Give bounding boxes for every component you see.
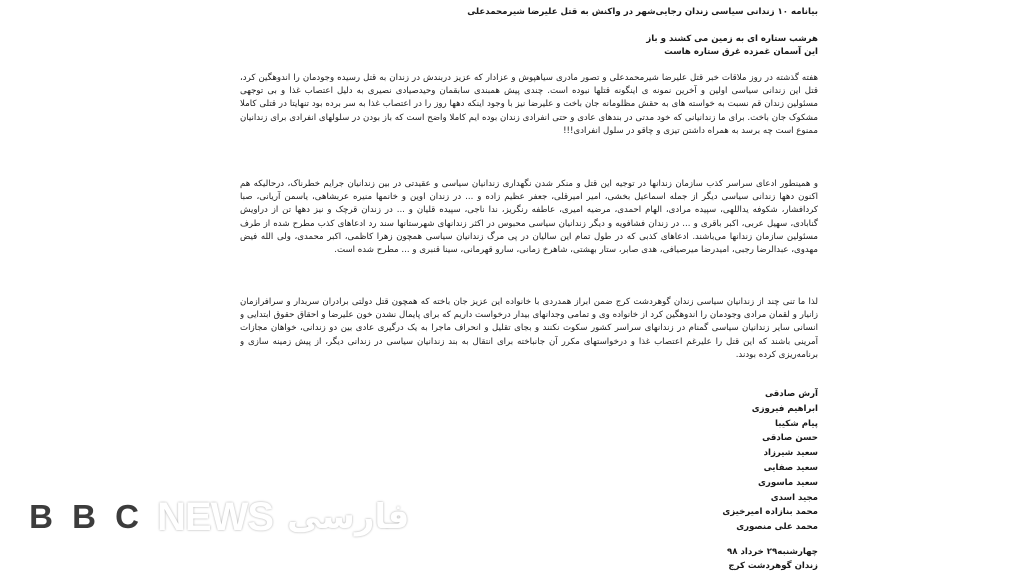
letter-title: بیانامه ۱۰ زندانی سیاسی زندان رجایی‌شهر در واکنش به قتل علیرضا شیرمحمدعلی (467, 7, 818, 17)
letter-paragraph: و همینطور ادعای سراسر کذب سازمان زندانها در توجیه این قتل و منکر شدن نگهداری زندانیان سیاسی و عقیدتی در بین زندانیان جرایم خطرناک، درحالیکه هم اکنون دهها زندانی سیاسی دیگر از جمله اسماعیل بخشی، امیر امیرقلی، جعفر عظیم زاده و ... در زندان اوین و خانمها منیره عربشاهی، یاسمن آریانی، صبا کردافشار، شکوفه یداللهی، سپیده مرادی، الهام احمدی، مرضیه امیری، عاطفه رنگریز، ندا ناجی، سپیده قلیان و ... در زندان قرچک و نیز دهها تن از دراویش گنابادی، سهیل عربی، اکبر باقری و ... در زندان فشافویه و دیگر زندانیان سیاسی محبوس در اکثر زندانهای شهرستانها سند رد ادعاهای کذب مطرح شده از طرف مسئولین سازمان زندانها می‌باشند. ادعاهای کذبی که در طول تمام این سالیان در پی مرگ زندانیان سیاسی همچون زهرا کاظمی، اکبر محمدی، ولی الله فیض مهدوی، عبدالرضا رجبی، امیدرضا میرصیافی، هدی صابر، ستار بهشتی، شاهرخ زمانی، سارو قهرمانی، سینا قنبری و ... مطرح شده است. (240, 179, 818, 256)
signatory-name: محمد بنازاده امیرخیزی (722, 507, 818, 518)
poem-block (240, 33, 818, 59)
date-place-block (240, 545, 818, 573)
bbc-farsi-wordmark: فارسی (287, 497, 410, 537)
letter-place: زندان گوهردشت کرج (728, 561, 818, 571)
letter-document (240, 0, 818, 576)
poem-line: این آسمان غمزده غرق ستاره هاست (664, 47, 818, 58)
letter-paragraph: هفته گذشته در روز ملاقات خبر قتل علیرضا شیرمحمدعلی و تصور مادری سیاهپوش و عزادار که عزیز دربندش در زندان به قتل رسیده وجودمان را اندوهگین کرد، قتل این زندانی سیاسی اولین و آخرین نمونه ی اینگونه قتلها نبوده است. چندی پیش همبندی سابقمان وحیدصیادی نصیری به دلیل اعتصاب غذا و بی توجهی مسئولین زندان قم نسبت به خواسته های به حقش مظلومانه جان باخت و علیرضا نیز با وجود اینکه دهها روز را در اعتصاب غذا به سر برده بود تنهایتا در قتلی کاملا مشکوک جان باخت. برای ما زندانیانی که خود مدتی در بندهای عادی و حتی انفرادی زندان بوده ایم کاملا واضح است که باز بودن در سلولهای انفرادی برای زندانیان ممنوع است چه برسد به همراه داشتن تیزی و چاقو در سلول انفرادی!!! (240, 73, 818, 136)
signatory-name: مجید اسدی (770, 492, 818, 503)
bbc-persian-watermark (22, 494, 409, 540)
signatory-name: سعید شیرزاد (763, 448, 818, 459)
signatory-name: سعید صفایی (763, 462, 818, 473)
poem-line: هرشب ستاره ای به زمین می کشند و باز (646, 34, 818, 44)
letter-paragraph: لذا ما تنی چند از زندانیان سیاسی زندان گوهردشت کرج ضمن ابراز همدردی با خانواده این عزیز جان باخته که همچون قتل دولتی برادران سربدار و سرافرازمان زانیار و لقمان مرادی وجودمان را اندوهگین کرد از خانواده وی و تمامی وجدانهای بیدار درخواست داریم که برای پایمال نشدن خون علیرضا و احقاق حقوق ابتدایی و انسانی سایر زندانیان سیاسی گمنام در زندانهای سراسر کشور سکوت نکنند و بجای تقلیل و انحراف ماجرا به یک درگیری عادی بین دو زندانی، خواهان مجازات آمرینی باشند که این قتل را علیرغم اعتصاب غذا و درخواستهای مکرر آن جانباخته برای انتقال به بند زندانیان سیاسی در زندانی دیگر، از پیش زمینه سازی و برنامه‌ریزی کرده بودند. (240, 297, 818, 360)
bbc-logo-block: C (108, 498, 146, 536)
signatory-name: آرش صادقی (764, 389, 818, 399)
letter-date: چهارشنبه۲۹ خرداد ۹۸ (726, 547, 818, 557)
bbc-logo-block: B (65, 498, 103, 536)
signatory-name: ابراهیم فیروزی (751, 403, 818, 414)
signatory-name: پیام شکیبا (775, 418, 818, 429)
signatory-name: حسن صادقی (762, 433, 818, 444)
bbc-news-wordmark: NEWS (157, 494, 273, 539)
bbc-logo-block: B (22, 498, 60, 536)
signatory-name: سعید ماسوری (758, 477, 818, 488)
signatory-name: محمد علی منصوری (736, 522, 818, 533)
